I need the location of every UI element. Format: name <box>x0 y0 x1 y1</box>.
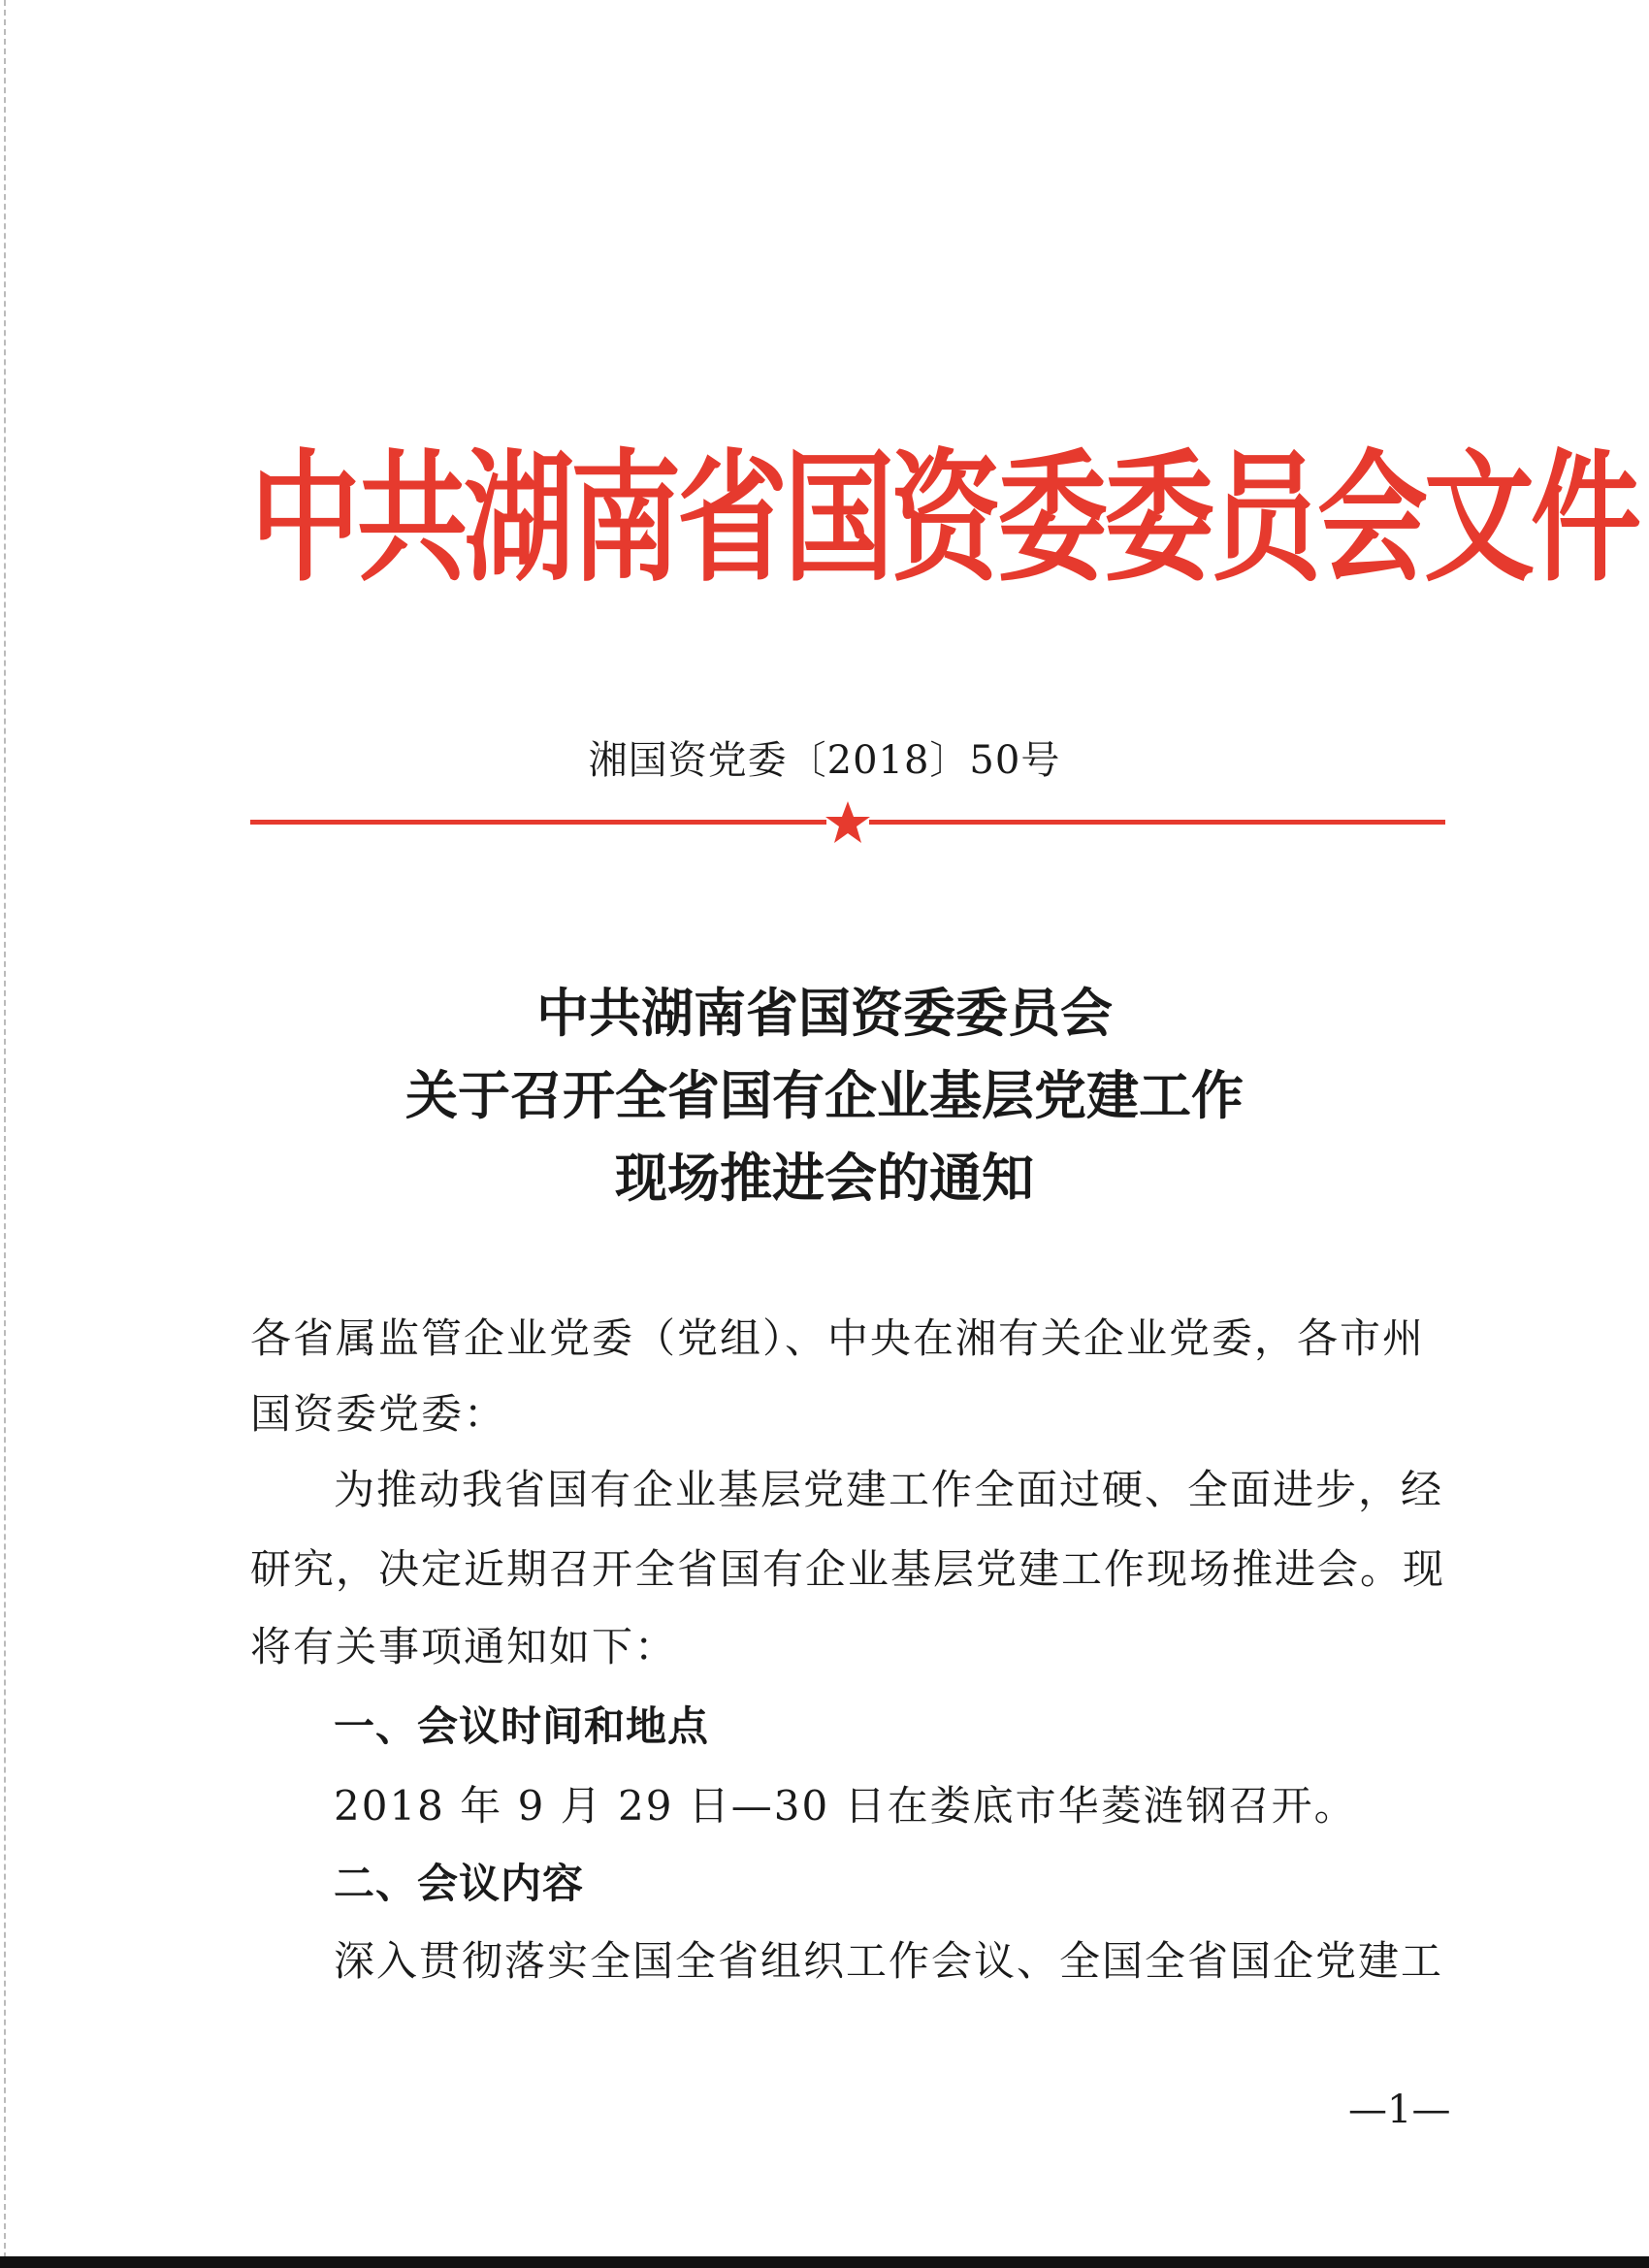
page-number: —1— <box>1348 2088 1451 2132</box>
document-number: 湘国资党委〔2018〕50号 <box>588 738 1061 783</box>
red-divider-left <box>250 820 826 825</box>
notice-title-line-1: 中共湖南省国资委委员会 <box>536 983 1113 1044</box>
star-icon <box>824 799 871 846</box>
intro-line-3: 将有关事项通知如下： <box>250 1623 678 1670</box>
notice-title-line-2: 关于召开全省国有企业基层党建工作 <box>405 1065 1244 1126</box>
section-1-heading: 一、会议时间和地点 <box>334 1702 710 1750</box>
section-2-heading: 二、会议内容 <box>334 1860 585 1907</box>
address-line-1: 各省属监管企业党委（党组）、中央在湘有关企业党委，各市州 <box>250 1314 1426 1362</box>
address-line-2: 国资委党委： <box>250 1390 507 1438</box>
scan-edge-bottom <box>0 2256 1649 2268</box>
section-1-text: 2018 年 9 月 29 日—30 日在娄底市华菱涟钢召开。 <box>334 1782 1357 1830</box>
intro-line-2: 研究，决定近期召开全省国有企业基层党建工作现场推进会。现 <box>250 1545 1446 1593</box>
scan-edge-left <box>4 0 8 2268</box>
section-2-text: 深入贯彻落实全国全省组织工作会议、全国全省国企党建工 <box>334 1937 1444 1985</box>
notice-title-line-3: 现场推进会的通知 <box>615 1148 1034 1209</box>
red-divider-right <box>869 820 1445 825</box>
intro-line-1: 为推动我省国有企业基层党建工作全面过硬、全面进步，经 <box>334 1466 1444 1513</box>
document-header-title: 中共湖南省国资委委员会文件 <box>250 436 1638 601</box>
